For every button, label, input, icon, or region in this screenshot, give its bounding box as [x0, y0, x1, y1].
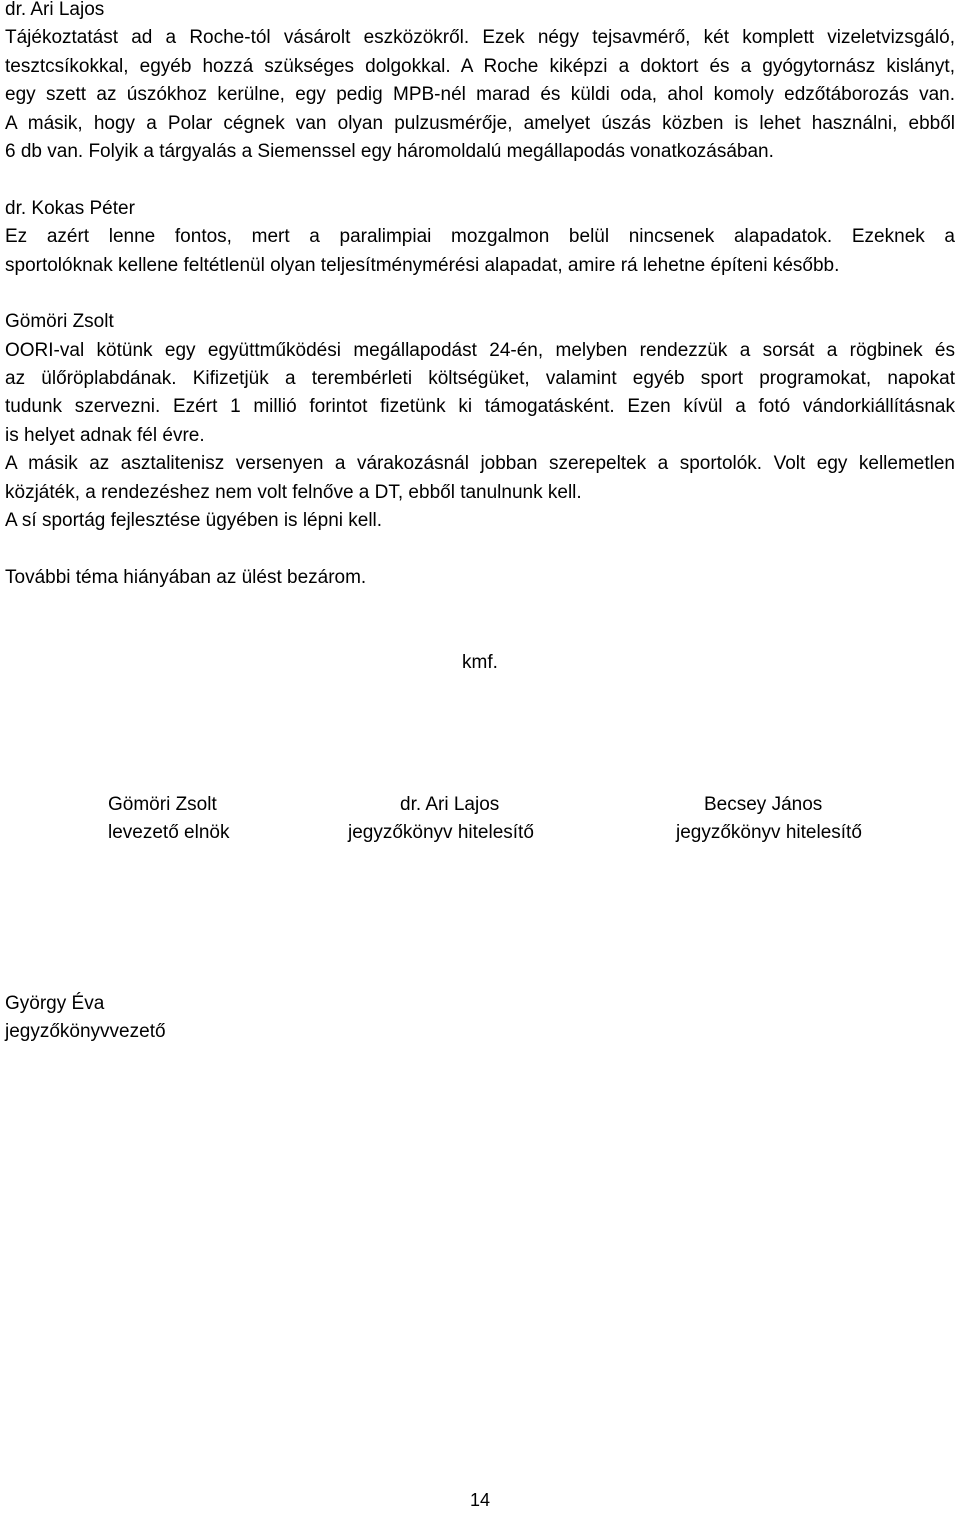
speaker-name: Gömöri Zsolt — [5, 311, 114, 333]
recorder-block — [5, 990, 955, 1047]
paragraph-line: Tájékoztatást ad a Roche-tól vásárolt eszközökről. Ezek négy tejsavmérő, két komplett vizeletvizsgáló, — [5, 27, 955, 49]
paragraph-line: OORI-val kötünk egy együttműködési megállapodást 24-én, melyben rendezzük a sorsát a rögbinek és — [5, 339, 955, 361]
speaker-section-gomori — [5, 308, 955, 535]
paragraph-line: tesztcsíkokkal, egyéb hozzá szükséges dolgokkal. A Roche kiképzi a doktort és a gyógytornász kislányt, — [5, 55, 955, 77]
paragraph-line: 6 db van. Folyik a tárgyalás a Siemenssel egy háromoldalú megállapodás vonatkozásában. — [5, 140, 774, 162]
signatory-name: dr. Ari Lajos — [400, 793, 500, 815]
signatory-role: levezető elnök — [108, 822, 230, 844]
paragraph-line: az ülőröplabdának. Kifizetjük a terembérleti költségüket, valamint egyéb sport programokat, napokat — [5, 368, 955, 390]
paragraph-line: közjáték, a rendezéshez nem volt felnőve a DT, ebből tanulnunk kell. — [5, 481, 582, 503]
signatory-name: Gömöri Zsolt — [108, 793, 217, 815]
speaker-name: dr. Ari Lajos — [5, 0, 105, 20]
speaker-name: dr. Kokas Péter — [5, 197, 135, 219]
closing-statement: További téma hiányában az ülést bezárom. — [5, 566, 367, 588]
signatory-role: jegyzőkönyv hitelesítő — [676, 822, 862, 844]
paragraph-line: sportolóknak kellene feltétlenül olyan teljesítménymérési alapadat, amire rá lehetne építeni később. — [5, 254, 840, 276]
paragraph-line: A másik, hogy a Polar cégnek van olyan pulzusmérője, amelyet úszás közben is lehet használni, ebből — [5, 112, 955, 134]
paragraph-line: Ez azért lenne fontos, mert a paralimpiai mozgalmon belül nincsenek alapadatok. Ezeknek a — [5, 226, 955, 248]
paragraph-line: A sí sportág fejlesztése ügyében is lépni kell. — [5, 510, 383, 532]
speaker-section-kokas — [5, 195, 955, 280]
page-number: 14 — [469, 1490, 491, 1510]
recorder-role: jegyzőkönyvvezető — [5, 1021, 166, 1043]
signatory-name: Becsey János — [704, 793, 823, 815]
signature-block — [5, 791, 955, 848]
kmf-label: kmf. — [462, 651, 498, 673]
paragraph-line: is helyet adnak fél évre. — [5, 424, 205, 446]
document-page — [5, 0, 955, 1046]
paragraph-line: tudunk szervezni. Ezért 1 millió forintot fizetünk ki támogatásként. Ezen kívül a fotó vándorkiállításnak — [5, 396, 955, 418]
recorder-name: György Éva — [5, 992, 105, 1014]
paragraph-line: A másik az asztalitenisz versenyen a várakozásnál jobban szerepeltek a sportolók. Volt egy kellemetlen — [5, 453, 955, 475]
paragraph-line: egy szett az úszókhoz kerülne, egy pedig MPB-nél marad és küldi oda, ahol komoly edzőtáborozás van. — [5, 84, 955, 106]
signatory-role: jegyzőkönyv hitelesítő — [348, 822, 534, 844]
speaker-section-ari — [5, 0, 955, 166]
